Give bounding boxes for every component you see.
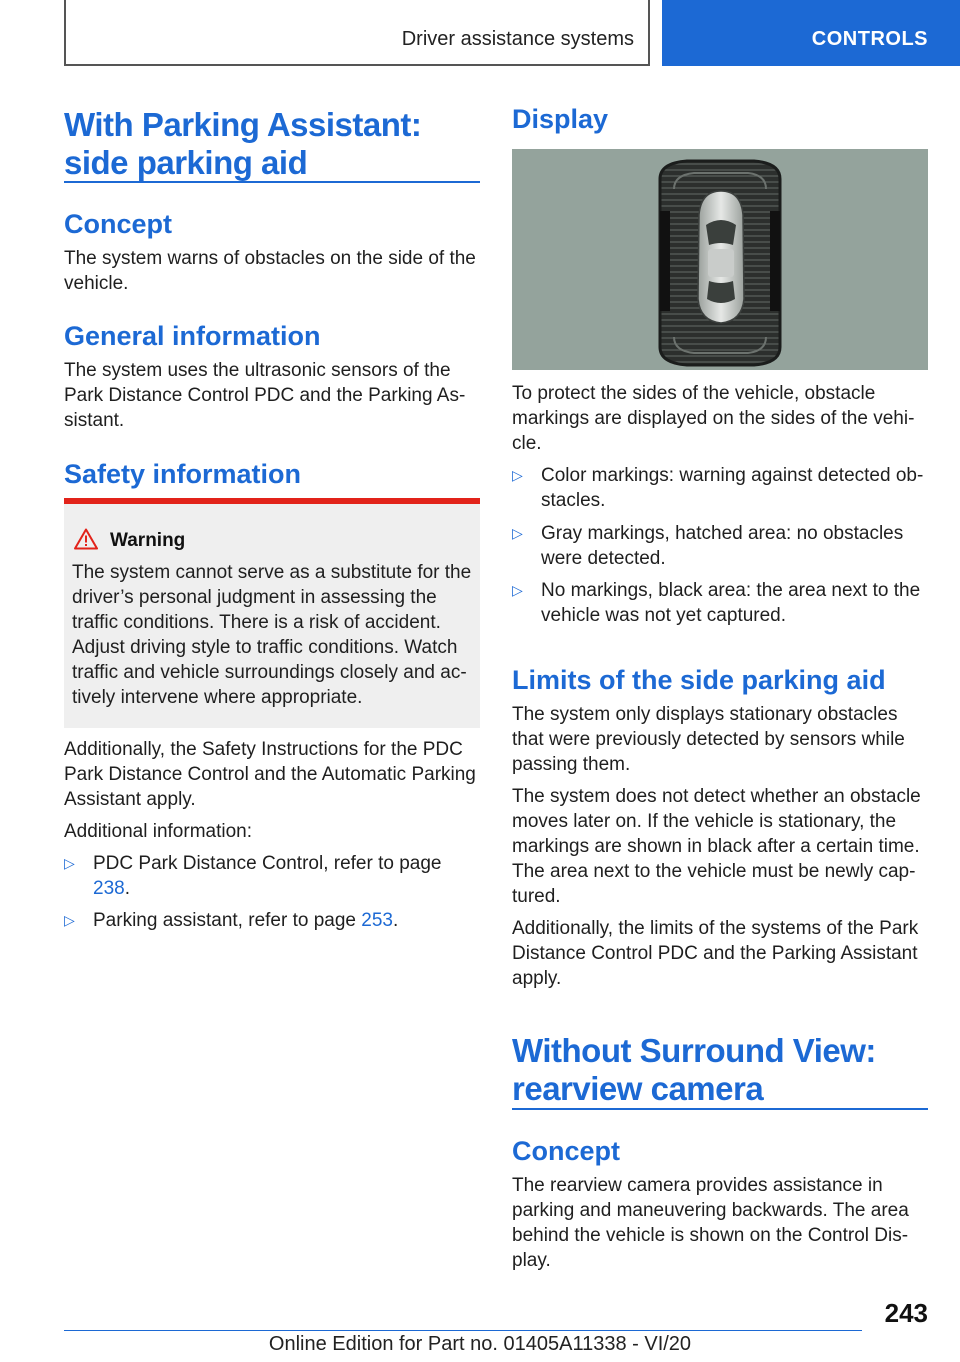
running-header-chapter: CONTROLS	[811, 28, 928, 50]
page-link-238[interactable]: 238	[93, 878, 125, 899]
page-link-253[interactable]: 253	[361, 910, 393, 931]
bullet-triangle-icon: ▷	[64, 912, 75, 928]
list-item-text: Color markings: warning against detected obstacles.	[541, 465, 924, 511]
page-number: 243	[884, 1298, 928, 1328]
warning-text: The system cannot serve as a substitute for the driver’s personal judgment in assessing the traffic conditions. There is a risk of accident. Adjust driving style to traffic conditions. Watch traffic and vehicle surroundings closely and actively intervene where appropriate.	[72, 562, 472, 708]
warning-triangle-icon	[74, 528, 98, 550]
bullet-triangle-icon: ▷	[512, 582, 523, 598]
rearview-camera-title	[512, 1032, 876, 1108]
limits-text-2: The system does not detect whether an obstacle moves later on. If the vehicle is stationary, the markings are shown in black after a certain time. The area next to the vehicle must be newly captured.	[512, 786, 921, 907]
limits-heading: Limits of the side parking aid	[512, 665, 886, 695]
title-rule	[64, 181, 480, 183]
concept-heading: Concept	[64, 209, 172, 239]
display-heading: Display	[512, 104, 609, 134]
rearview-camera-title-line2: rearview camera	[512, 1070, 764, 1107]
list-item-text: Parking assistant, refer to page 253.	[93, 910, 399, 931]
bullet-triangle-icon: ▷	[512, 525, 523, 541]
concept-text: The system warns of obstacles on the side of the vehicle.	[64, 248, 476, 294]
warning-title: Warning	[110, 530, 186, 551]
general-information-heading: General information	[64, 321, 321, 351]
additionally-text: Additionally, the Safety Instructions for the PDC Park Distance Control and the Automatic Parking Assistant apply.	[64, 739, 476, 810]
section-title	[64, 106, 421, 182]
camera-concept-text: The rearview camera provides assistance in parking and maneuvering backwards. The area behind the vehicle is shown on the Control Display.	[512, 1175, 909, 1271]
additional-info-label: Additional information:	[64, 821, 252, 842]
camera-concept-heading: Concept	[512, 1136, 620, 1166]
title-rule	[512, 1108, 928, 1110]
car-top-view-illustration	[512, 149, 928, 370]
running-header-section-box	[64, 0, 650, 66]
bullet-triangle-icon: ▷	[64, 855, 75, 871]
footer-rule	[64, 1330, 862, 1331]
warning-box	[64, 498, 480, 728]
display-text: To protect the sides of the vehicle, obstacle markings are displayed on the sides of the vehicle.	[512, 383, 915, 454]
list-item-text: PDC Park Distance Control, refer to page 238.	[93, 853, 442, 899]
limits-text-3: Additionally, the limits of the systems of the Park Distance Control PDC and the Parking Assistant apply.	[512, 918, 919, 989]
bullet-triangle-icon: ▷	[512, 467, 523, 483]
safety-information-heading: Safety information	[64, 459, 302, 489]
edition-footer: Online Edition for Part no. 01405A11338 - VI/20	[268, 1333, 692, 1355]
running-header-section: Driver assistance systems	[401, 28, 634, 50]
rearview-camera-title-line1: Without Surround View:	[512, 1032, 876, 1069]
list-item-text: No markings, black area: the area next to the vehicle was not yet captured.	[541, 580, 921, 626]
section-title-line1: With Parking Assistant:	[64, 106, 422, 143]
running-header-chapter-box	[662, 0, 960, 66]
section-title-line2: side parking aid	[64, 144, 308, 181]
general-information-text: The system uses the ultrasonic sensors of the Park Distance Control PDC and the Parking Assistant.	[64, 360, 466, 431]
list-item-text: Gray markings, hatched area: no obstacles were detected.	[541, 523, 904, 569]
limits-text-1: The system only displays stationary obstacles that were previously detected by sensors while passing them.	[512, 704, 905, 775]
side-parking-aid-display-illustration	[512, 149, 928, 370]
